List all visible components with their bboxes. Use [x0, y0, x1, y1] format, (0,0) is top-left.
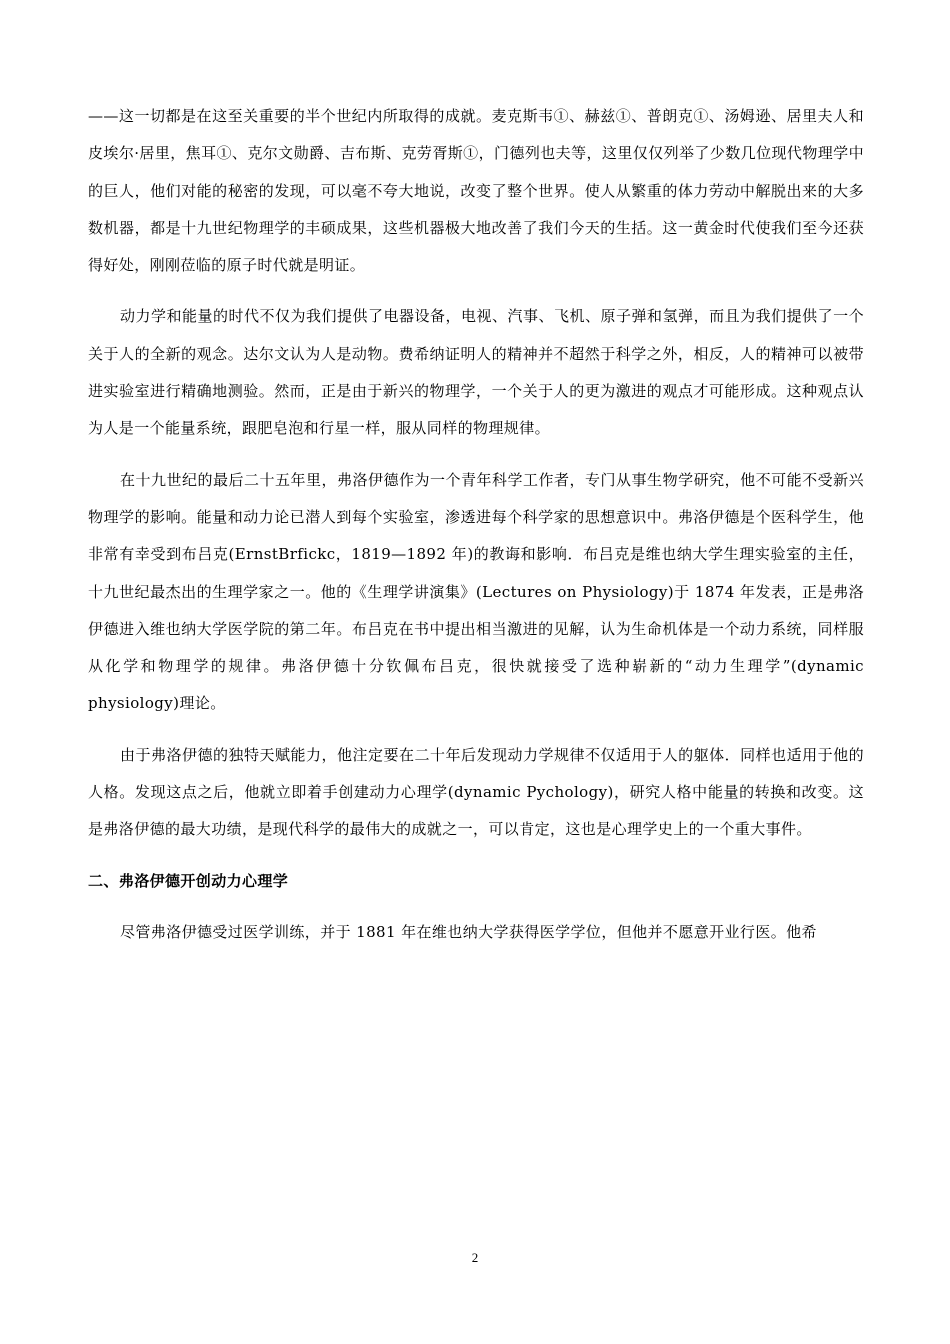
paragraph-1: ——这一切都是在这至关重要的半个世纪内所取得的成就。麦克斯韦①、赫兹①、普朗克①、汤姆逊、居里夫人和皮埃尔·居里，焦耳①、克尔文勋爵、吉布斯、克劳胥斯①，门德列也夫等，这里仅仅列举了少数几位现代物理学中的巨人，他们对能的秘密的发现，可以毫不夸大地说，改变了整个世界。使人从繁重的体力劳动中解脱出来的大多数机器，都是十九世纪物理学的丰硕成果，这些机器极大地改善了我们今天的生括。这一黄金时代使我们至今还获得好处，刚刚莅临的原子时代就是明证。	[88, 107, 864, 275]
body-text	[88, 98, 864, 951]
paragraph-2: 动力学和能量的时代不仅为我们提供了电器设备，电视、汽事、飞机、原子弹和氢弹，而且为我们提供了一个关于人的全新的观念。达尔文认为人是动物。费希纳证明人的精神并不超然于科学之外，相反，人的精神可以被带进实验室进行精确地测验。然而，正是由于新兴的物理学，一个关于人的更为激进的观点才可能形成。这种观点认为人是一个能量系统，跟肥皂泡和行星一样，服从同样的物理规律。	[88, 307, 864, 438]
page-number: 2	[471, 1250, 479, 1265]
section-heading: 二、弗洛伊德开创动力心理学	[88, 871, 289, 890]
paragraph-5: 尽管弗洛伊德受过医学训练，并于 1881 年在维也纳大学获得医学学位，但他并不愿意开业行医。他希	[120, 922, 817, 941]
paragraph-4: 由于弗洛伊德的独特天赋能力，他注定要在二十年后发现动力学规律不仅适用于人的躯体．同样也适用于他的人格。发现这点之后，他就立即着手创建动力心理学(dynamic Pychology)，研究人格中能量的转换和改变。这是弗洛伊德的最大功绩，是现代科学的最伟大的成就之一，可以肯定，这也是心理学史上的一个重大事件。	[88, 745, 864, 839]
paragraph-3: 在十九世纪的最后二十五年里，弗洛伊德作为一个青年科学工作者，专门从事生物学研究，他不可能不受新兴物理学的影响。能量和动力论已潜人到每个实验室，渗透进每个科学家的思想意识中。弗洛伊德是个医科学生，他非常有幸受到布吕克(ErnstBrfickc，1819—1892 年)的教诲和影响．布吕克是维也纳大学生理实验室的主任，十九世纪最杰出的生理学家之一。他的《生理学讲演集》(Lectures on Physiology)于 1874 年发表，正是弗洛伊德进入维也纳大学医学院的第二年。布吕克在书中提出相当激进的见解，认为生命机体是一个动力系统，同样服从化学和物理学的规律。弗洛伊德十分钦佩布吕克，很快就接受了选种崭新的“动力生理学”(dynamic physiology)理论。	[88, 470, 864, 713]
